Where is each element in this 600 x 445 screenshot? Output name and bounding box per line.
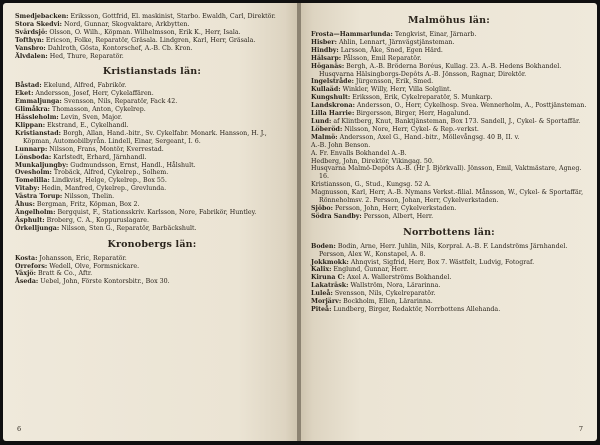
right-page-number: 7 (578, 425, 583, 433)
directory-entry (15, 29, 289, 37)
directory-entry (311, 126, 587, 134)
entry-place: Åhus: (15, 201, 35, 209)
entry-text: Johansson, Eric, Reparatör. (37, 254, 127, 262)
entry-text: Nilsson, Thelin. (62, 193, 115, 201)
directory-entry (311, 63, 587, 79)
directory-entry (15, 98, 289, 106)
entry-text: Bratt & Co., Aftr. (35, 270, 93, 278)
directory-entry (15, 130, 289, 146)
entry-text: af Klintberg, Knut, Banktjänsteman, Box 173. Sandell, J., Cykel- & Sportaffär. (331, 117, 581, 125)
entry-text: Uebel, John, Förste Kontorsbitr., Box 30. (38, 278, 170, 286)
directory-entry (311, 150, 587, 158)
entry-place: Kosta: (15, 254, 38, 262)
entry-place: Morjärv: (311, 298, 342, 306)
entry-text: Birgersson, Birger, Herr, Hagalund. (354, 110, 471, 118)
entry-text: Lundberg, Birger, Redaktör, Norrbottens Allehanda. (331, 306, 501, 313)
entry-place: Sjöbo: (311, 204, 333, 212)
entry-place: Ängelholm: (15, 208, 56, 216)
directory-entry (15, 53, 289, 61)
directory-entry (15, 13, 289, 21)
right-mid-entries (311, 31, 587, 221)
entry-text: Ahnqvist, Sigfrid, Herr, Box 7. Wästfelt, Ludvig, Fotograf. (348, 258, 535, 266)
directory-entry (311, 274, 587, 282)
directory-entry (15, 82, 289, 90)
directory-entry (15, 154, 289, 162)
entry-place: Orrefors: (15, 262, 48, 270)
entry-place: Kungshult: (311, 94, 351, 102)
directory-entry (311, 118, 587, 126)
directory-entry (15, 106, 289, 114)
entry-place: Äsphult: (15, 216, 45, 224)
entry-place: Glimåkra: (15, 106, 50, 114)
entry-text: Winkler, Willy, Herr, Villa Solglint. (340, 86, 452, 94)
entry-place: Löberöd: (311, 125, 343, 133)
directory-entry (311, 290, 587, 298)
entry-text: Hed, Thure, Reparatör. (47, 52, 124, 60)
directory-entry (15, 278, 289, 286)
entry-text: Olsson, O. Wilh., Köpman. Wilhelmsson, Erik K., Herr, Isala. (47, 28, 241, 36)
entry-place: Boden: (311, 242, 336, 250)
entry-text: Lindkvist, Helge, Cykelrep., Box 55. (49, 177, 167, 185)
entry-place: Vitaby: (15, 185, 40, 193)
entry-text: Hedberg, John, Direktör, Vikingag. 50. (311, 157, 434, 165)
entry-text: Bodin, Arne, Herr. Juhlin, Nils, Korpral. A.-B. F. Landströms Järnhandel. Persson, Alex W., Konstapel, A. 8. (319, 242, 568, 258)
heading-kronobergs-lan: Kronobergs län: (107, 238, 197, 250)
entry-text: Pålsson, Emil Reparatör. (341, 54, 422, 62)
directory-entry (311, 47, 587, 55)
directory-entry (311, 86, 587, 94)
directory-entry (15, 37, 289, 45)
directory-entry (15, 255, 289, 263)
entry-place: Hisber: (311, 38, 337, 46)
entry-text: Bergquist, F., Stationsskriv. Karlsson, Nore, Fabrikör, Huntley. (55, 208, 257, 216)
directory-entry (311, 31, 587, 39)
directory-entry (15, 193, 289, 201)
left-mid-entries (15, 82, 289, 232)
directory-entry (15, 146, 289, 154)
entry-place: Lund: (311, 117, 332, 125)
entry-text: Hedin, Manfred, Cykelrep., Grevlunda. (39, 185, 167, 193)
directory-entry (311, 306, 587, 314)
entry-place: Ovesholm: (15, 169, 52, 177)
entry-text: Dahlroth, Gösta, Kontorschef, A.-B. Cb. Kron. (45, 44, 193, 52)
directory-entry (15, 225, 289, 233)
entry-text: Axel A. Wallerströms Bokhandel. (344, 274, 452, 282)
left-page (3, 3, 297, 441)
entry-text: A.-B. John Benson. (311, 141, 371, 149)
entry-place: Smedjebacken: (15, 13, 69, 20)
directory-entry (311, 213, 587, 221)
entry-text: Ekstrand, E., Cykelhandl. (45, 121, 129, 129)
entry-text: A. Fr. Envalls Bokhandel A.-B. (311, 149, 407, 157)
directory-entry (15, 177, 289, 185)
directory-entry (311, 55, 587, 63)
entry-place: Frosta—Hammarlunda: (311, 31, 393, 38)
entry-text: Andersson, O., Herr, Cykelhosp. Svea. Wennerholm, A., Posttjänsteman. (354, 102, 587, 110)
entry-text: Thomasson, Anton, Cykelrep. (50, 106, 146, 114)
entry-place: Ingelstråde: (311, 78, 354, 86)
directory-entry (311, 142, 587, 150)
entry-place: Malmö: (311, 133, 338, 141)
entry-text: Tengkvist, Einar, Järnarb. (392, 31, 477, 38)
directory-entry (15, 45, 289, 53)
directory-entry (15, 263, 289, 271)
directory-entry (311, 205, 587, 213)
entry-text: Nilsson, Frans, Montör, Kverrestad. (47, 145, 164, 153)
open-booklet (3, 3, 597, 441)
directory-entry (15, 185, 289, 193)
heading-kristianstads-lan: Kristianstads län: (102, 66, 202, 78)
entry-place: Södra Sandby: (311, 212, 362, 220)
entry-text: Nilsson, Nore, Herr, Cykel- & Rep.-verkst. (342, 125, 479, 133)
directory-entry (15, 21, 289, 29)
directory-entry (311, 181, 587, 189)
entry-text: Eriksson, Gottfrid, El. maskinist, Starbo. Ewaldh, Carl, Direktör. (68, 13, 276, 20)
entry-text: Magnusson, Karl, Herr, A.-B. Nymans Verkst.-filial. Månsson, W., Cykel- & Sportaffär, Rönneholmsv. 2. Persson, Johan, Herr, Cykelverkstaden. (311, 189, 584, 205)
entry-place: Landskrona: (311, 102, 355, 110)
entry-text: Svensson, Nils, Cykelreparatör. (332, 290, 436, 298)
entry-place: Hässleholm: (15, 114, 59, 122)
left-bottom-entries (15, 255, 289, 287)
directory-entry (311, 94, 587, 102)
directory-entry (311, 243, 587, 259)
entry-text: Nord, Gunnar, Skogvaktare, Arkbytten. (61, 20, 190, 28)
entry-text: Husqvarna Malmö-Depôts A.-B. (Hr J. Björkvall). Jönsson, Emil, Vaktmästare, Agneg. 16. (311, 165, 582, 181)
entry-text: Nilsson, Sten G., Reparatör, Barbäckshult. (59, 224, 197, 232)
entry-place: Tofthyn: (15, 36, 44, 44)
entry-text: Andersson, Axel G., Hand.-bitr., Möllevångsg. 40 B, II. v. (337, 133, 520, 141)
directory-entry (311, 259, 587, 267)
entry-text: Englund, Gunnar, Herr. (331, 266, 409, 274)
directory-entry (311, 110, 587, 118)
directory-entry (15, 209, 289, 217)
entry-place: Hindby: (311, 46, 339, 54)
entry-place: Jokkmokk: (311, 258, 349, 266)
entry-text: Wedell, Olve, Formsnickare. (47, 262, 140, 270)
entry-text: Trobäck, Alfred, Cykelrep., Solhem. (51, 169, 169, 177)
entry-place: Lakaträsk: (311, 282, 349, 290)
right-bottom-entries (311, 243, 587, 314)
entry-place: Piteå: (311, 306, 332, 313)
directory-entry (311, 266, 587, 274)
entry-place: Tomelilla: (15, 177, 50, 185)
heading-norrbottens-lan: Norrbottens län: (403, 226, 495, 238)
entry-text: Levin, Sven, Major. (58, 114, 123, 122)
entry-place: Älvdalen: (15, 52, 48, 60)
entry-place: Kalix: (311, 266, 332, 274)
entry-text: Ericson, Folke, Reparatör, Gräsala. Lindgren, Karl, Herr, Gräsala. (43, 36, 256, 44)
directory-entry (15, 169, 289, 177)
entry-text: Ahlin, Lennart, Järnvägstjänsteman. (336, 38, 455, 46)
directory-entry (311, 134, 587, 142)
entry-text: Eriksson, Erik, Cykelreparatör, S. Munkarp. (350, 94, 493, 102)
entry-text: Gudmundsson, Ernst, Handl., Hålshult. (68, 161, 196, 169)
entry-text: Bockholm, Ellen, Lärarinna. (341, 298, 433, 306)
directory-entry (311, 78, 587, 86)
entry-place: Åseda: (15, 278, 39, 286)
directory-entry (15, 217, 289, 225)
entry-place: Lönsboda: (15, 153, 52, 161)
entry-text: Andersson, Josef, Herr, Cykelaffären. (33, 90, 154, 98)
entry-text: Jürgensson, Erik, Smed. (353, 78, 434, 86)
directory-entry (311, 189, 587, 205)
entry-text: Persson, Albert, Herr. (361, 212, 434, 220)
entry-place: Kullaäd: (311, 86, 341, 94)
entry-text: Larsson, Åke, Sned, Egen Härd. (338, 46, 443, 54)
entry-place: Lunnarp: (15, 145, 48, 153)
entry-place: Svärdsjö: (15, 28, 48, 36)
left-page-number: 6 (17, 425, 22, 433)
directory-entry (311, 165, 587, 181)
directory-entry (311, 39, 587, 47)
directory-entry (15, 122, 289, 130)
entry-place: Båstad: (15, 82, 42, 90)
entry-place: Kiruna C: (311, 274, 345, 282)
entry-place: Emmaljunga: (15, 98, 62, 106)
entry-place: Stora Skedvi: (15, 20, 62, 28)
heading-malmohus-lan: Malmöhus län: (408, 15, 490, 26)
entry-place: Vansbro: (15, 44, 46, 52)
directory-entry (311, 298, 587, 306)
directory-entry (15, 114, 289, 122)
entry-text: Bergman, Fritz, Köpman, Box 2. (34, 201, 140, 209)
entry-text: Bergh, A.-B. Bröderna Boréus, Kullag. 23. A.-B. Hedens Bokhandel. Husqvarna Hälsingborgs-Depôts A.-B. Jönsson, Ragnar, Direktör. (319, 62, 562, 78)
entry-place: Höganäs: (311, 62, 345, 70)
right-page (301, 3, 597, 441)
entry-place: Eket: (15, 90, 34, 98)
entry-place: Örkelljunga: (15, 224, 60, 232)
directory-entry (311, 282, 587, 290)
entry-place: Lilla Harrie: (311, 110, 355, 118)
entry-text: Broberg, C. A., Koppuruslagare. (44, 216, 150, 224)
entry-text: Svensson, Nils, Reparatör, Fack 42. (61, 98, 178, 106)
entry-place: Kristianstad: (15, 129, 61, 137)
entry-place: Växjö: (15, 270, 36, 278)
directory-entry (15, 201, 289, 209)
entry-place: Klippan: (15, 121, 46, 129)
entry-text: Kristiansson, G., Stud., Kungsg. 52 A. (311, 181, 431, 189)
entry-place: Hälsarp: (311, 54, 342, 62)
left-top-entries (15, 13, 289, 60)
directory-entry (311, 102, 587, 110)
directory-entry (311, 158, 587, 166)
entry-place: Munkaljungby: (15, 161, 69, 169)
entry-place: Luleå: (311, 290, 333, 298)
entry-text: Karlstedt, Erhard, Järnhandl. (51, 153, 147, 161)
entry-text: Borgh, Allan, Hand.-bitr., Sv. Cykelfabr. Monark. Hansson, H. J., Köpman, Automobilbyrån. Lindell, Einar, Sergeant, I. 6. (23, 129, 267, 145)
entry-text: Ekelund, Alfred, Fabrikör. (41, 82, 127, 90)
directory-entry (15, 90, 289, 98)
entry-text: Persson, John, Herr, Cykelverkstaden. (332, 204, 457, 212)
entry-text: Wallström, Nora, Lärarinna. (348, 282, 441, 290)
directory-entry (15, 162, 289, 170)
entry-place: Västra Torup: (15, 193, 63, 201)
